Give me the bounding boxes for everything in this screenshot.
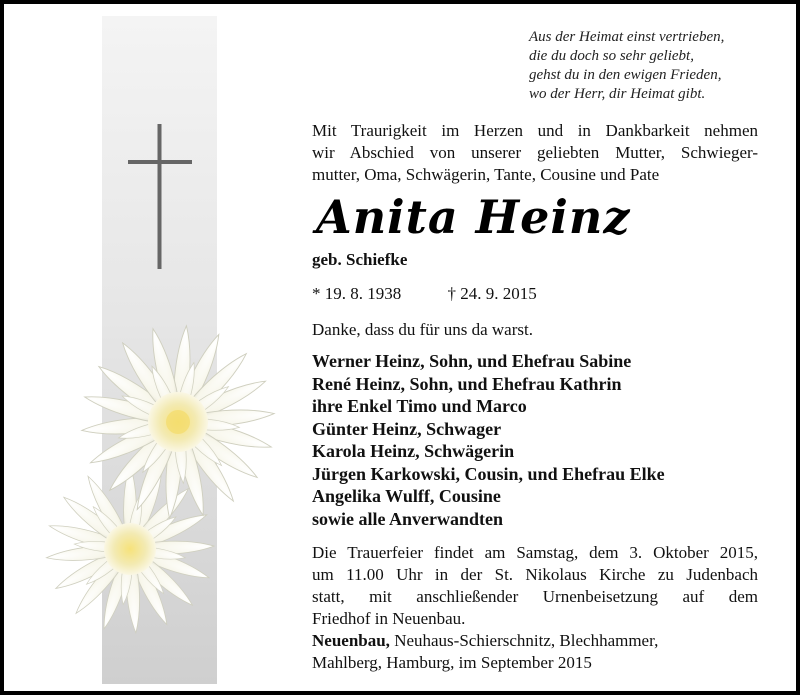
funeral-line: Die Trauerfeier findet am Samstag, dem 3. Oktober 2015, [312,543,758,562]
death-date: † 24. 9. 2015 [447,284,537,303]
intro-text [312,120,758,186]
mourner-entry: René Heinz, Sohn, und Ehefrau Kathrin [312,373,622,394]
funeral-info [312,542,758,630]
life-dates [312,284,537,304]
places-line-2: Mahlberg, Hamburg, im September 2015 [312,653,592,672]
maiden-name: geb. Schiefke [312,250,408,269]
intro-line: mutter, Oma, Schwägerin, Tante, Cousine und Pate [312,165,660,184]
mourner-entry: Angelika Wulff, Cousine [312,486,501,506]
poem-line: die du doch so sehr geliebt, [529,48,694,64]
memorial-poem [529,28,799,104]
funeral-line: um 11.00 Uhr in der St. Nikolaus Kirche zu Judenbach [312,565,758,584]
cross-icon [128,124,192,269]
mourners-list [312,350,665,530]
mourner-entry: Jürgen Karkowski, Cousin, und Ehefrau Elke [312,463,665,484]
mourner-entry: Karola Heinz, Schwägerin [312,441,515,461]
places-rest: Neuhaus-Schierschnitz, Blechhammer, [394,631,659,650]
mourner-entry: sowie alle Anverwandten [312,508,503,529]
poem-line: gehst du in den ewigen Frieden, [529,67,722,83]
funeral-line: Friedhof in Neuenbau. [312,609,466,628]
dahlia-flowers-image [18,304,308,674]
deceased-name: Anita Heinz [316,190,631,244]
mourner-entry: Günter Heinz, Schwager [312,418,502,439]
intro-line: wir Abschied von unserer geliebten Mutter, Schwieger- [312,143,758,162]
places-line [312,630,758,652]
mourner-entry: ihre Enkel Timo und Marco [312,396,527,416]
intro-line: Mit Traurigkeit im Herzen und in Dankbarkeit nehmen [312,121,758,140]
poem-line: wo der Herr, dir Heimat gibt. [529,86,706,102]
places-and-date [312,630,758,674]
funeral-line: statt, mit anschließender Urnenbeisetzung auf dem [312,587,758,606]
thanks-line: Danke, dass du für uns da warst. [312,320,533,339]
mourner-entry: Werner Heinz, Sohn, und Ehefrau Sabine [312,351,632,371]
places-lead: Neuenbau, [312,631,390,650]
birth-date: * 19. 8. 1938 [312,284,402,303]
poem-line: Aus der Heimat einst vertrieben, [529,29,725,45]
